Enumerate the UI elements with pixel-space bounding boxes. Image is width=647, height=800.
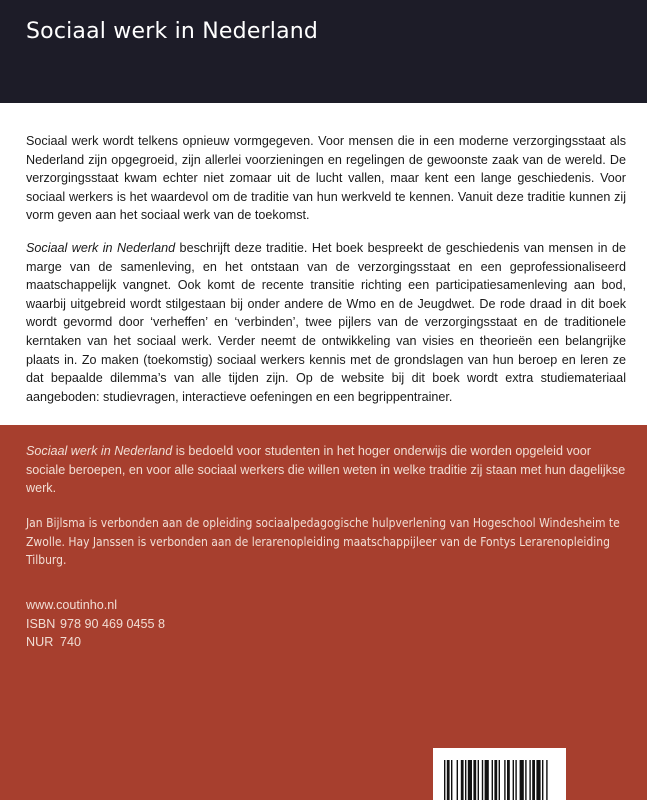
blurb-paragraph-2 — [26, 239, 626, 406]
isbn-value: 978 90 469 0455 8 — [60, 616, 166, 631]
barcode-bar — [504, 760, 505, 800]
authors-paragraph: Jan Bijlsma is verbonden aan de opleiding sociaalpedagogische hulpverlening van Hogeschool Windesheim te Zwolle. Hay Janssen is verbonden aan de lerarenopleiding maatschappijleer van de Fontys Lerarenopleiding Tilburg. — [26, 516, 620, 568]
barcode-bar — [451, 760, 452, 800]
barcode-bar — [513, 760, 514, 800]
barcode-bars — [444, 760, 555, 800]
barcode-bar — [525, 760, 526, 800]
barcode-bar — [444, 760, 445, 800]
blurb-paragraph-1: Sociaal werk wordt telkens opnieuw vormgegeven. Voor mensen die in een moderne verzorgingsstaat als Nederland zijn opgegroeid, zijn allerlei voorzieningen en regelingen de gewoonste zaak van de wereld. De verzorgingsstaat kwam echter niet zomaar uit de lucht vallen, maar kent een lange geschiedenis. Voor sociaal werkers is het waardevol om de traditie van hun werkveld te kennen. Vanuit deze traditie kunnen zij vorm geven aan het sociaal werk van de toekomst. — [26, 134, 626, 223]
cover-title: Sociaal werk in Nederland — [26, 19, 319, 44]
barcode-bar — [465, 760, 466, 800]
barcode-bar — [546, 760, 547, 800]
barcode-bar — [499, 760, 500, 800]
barcode-bar — [532, 760, 535, 800]
isbn-label: ISBN — [26, 616, 56, 631]
nur-row — [26, 633, 626, 652]
header-band — [0, 0, 647, 103]
barcode-bar — [529, 760, 530, 800]
barcode-bar — [473, 760, 476, 800]
barcode-bar — [520, 760, 524, 800]
audience-paragraph-text: is bedoeld voor studenten in het hoger onderwijs die worden opgeleid voor sociale beroepen, en voor alle sociaal werkers die willen weten in welke traditie zij staan met hun dagelijkse werk. — [26, 444, 626, 496]
imprint-block — [26, 596, 626, 652]
book-title-inline: Sociaal werk in Nederland — [26, 444, 173, 458]
publisher-website: www.coutinho.nl — [26, 598, 118, 612]
barcode-bar — [461, 760, 464, 800]
barcode-bar — [447, 760, 450, 800]
nur-label: NUR — [26, 635, 54, 650]
isbn-row — [26, 615, 626, 634]
audience-text — [26, 442, 626, 498]
barcode-bar — [507, 760, 510, 800]
barcode — [433, 748, 566, 800]
blurb-text — [26, 132, 626, 420]
book-title-inline: Sociaal werk in Nederland — [26, 240, 176, 255]
barcode-bar — [485, 760, 489, 800]
barcode-bar — [542, 760, 543, 800]
barcode-bar — [515, 760, 516, 800]
barcode-bar — [478, 760, 479, 800]
audience-paragraph — [26, 442, 626, 498]
barcode-bar — [457, 760, 458, 800]
nur-value: 740 — [60, 635, 82, 650]
authors-text — [26, 514, 626, 570]
barcode-bar — [492, 760, 493, 800]
blurb-paragraph-2-text: beschrijft deze traditie. Het boek bespreekt de geschiedenis van mensen in de marge van de samenleving, en het ontstaan van de verzorgingsstaat en een geprofessionaliseerd maatschappelijk vangnet. Ook komt de recente transitie richting een participatiesamenleving aan bod, waarbij uitgebreid wordt stilgestaan bij onder andere de Wmo en de Jeugdwet. De rode draad in dit boek wordt gevormd door ‘verheffen’ en ‘verbinden’, twee pijlers van de verzorgingsstaat en de traditionele kerntaken van het sociaal werk. Verder neemt de ontwikkeling van visies en theorieën een belangrijke plaats in. Zo maken (toekomstig) sociaal werkers kennis met de grondslagen van hun beroep en leren ze dat bepaalde dilemma’s van alle tijden zijn. Op de website bij dit boek wordt extra studiemateriaal aangeboden: studievragen, interactieve oefeningen en een begrippentrainer. — [26, 240, 626, 404]
barcode-bar — [482, 760, 483, 800]
barcode-bar — [494, 760, 497, 800]
barcode-bar — [536, 760, 540, 800]
barcode-bar — [468, 760, 472, 800]
